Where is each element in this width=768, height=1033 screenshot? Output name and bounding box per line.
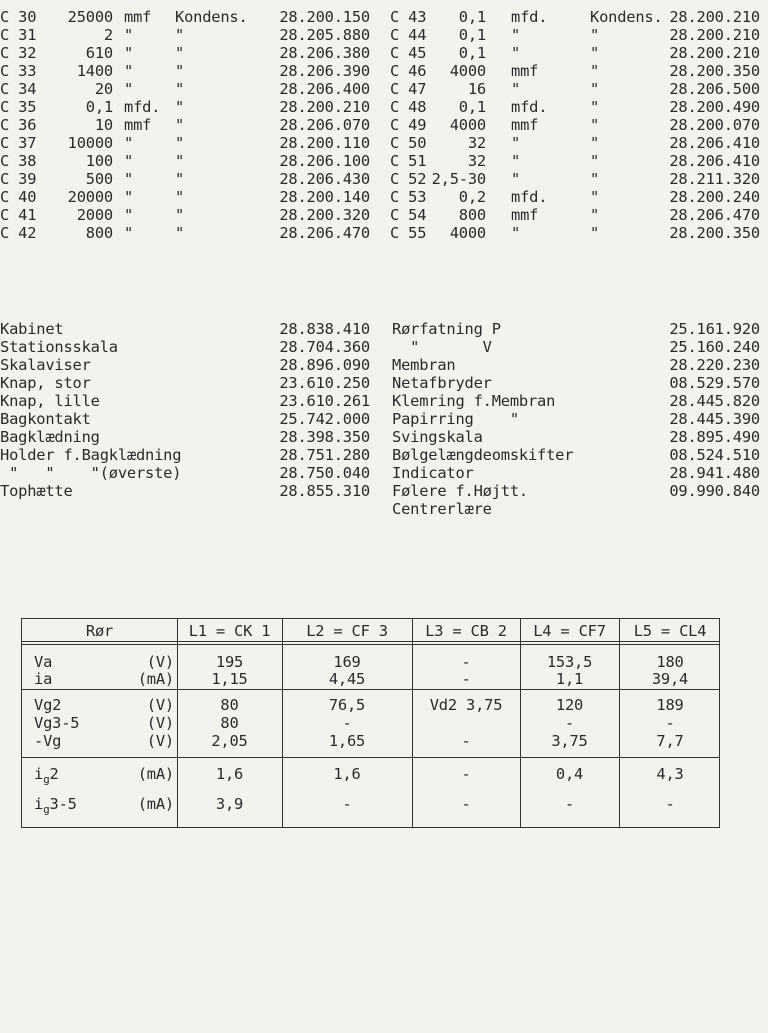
header-l3: L3 = CB 2 — [425, 622, 507, 640]
table-cell: 7,7 — [656, 732, 684, 750]
part-number: 08.529.570 — [669, 374, 760, 392]
capacitor-ref: C 34 — [0, 80, 37, 98]
row-unit: (mA) — [137, 670, 174, 688]
table-cell: 80 — [220, 714, 239, 732]
capacitor-ref: C 51 — [390, 152, 427, 170]
part-name: Papirring " — [392, 410, 519, 428]
capacitor-ref: C 55 — [390, 224, 427, 242]
part-number: 25.160.240 — [669, 338, 760, 356]
capacitor-row — [0, 80, 768, 99]
table-cell: 195 — [215, 653, 244, 671]
capacitor-ref: C 45 — [390, 44, 427, 62]
capacitor-type: " — [175, 170, 185, 188]
capacitor-unit: " — [511, 80, 521, 98]
capacitor-row — [0, 26, 768, 45]
capacitor-type: " — [590, 116, 600, 134]
header-l1: L1 = CK 1 — [188, 622, 271, 640]
part-name: Knap, stor — [0, 374, 91, 392]
table-cell: 1,65 — [328, 732, 366, 750]
capacitor-type: " — [590, 80, 600, 98]
part-number: 28.200.350 — [669, 62, 760, 80]
part-row — [0, 374, 768, 393]
capacitor-value: 0,1 — [458, 8, 486, 26]
part-number: 28.200.070 — [669, 116, 760, 134]
part-number: 28.838.410 — [279, 320, 370, 338]
part-number: 28.200.210 — [669, 8, 760, 26]
capacitor-unit: mfd. — [511, 188, 548, 206]
capacitor-ref: C 33 — [0, 62, 37, 80]
capacitor-type: " — [590, 44, 600, 62]
part-number: 28.206.390 — [279, 62, 370, 80]
table-cell: - — [461, 653, 471, 671]
capacitor-value: 4000 — [449, 62, 486, 80]
row-unit: (V) — [146, 696, 174, 714]
capacitor-type: " — [590, 188, 600, 206]
table-cell: 3,75 — [551, 732, 588, 750]
capacitor-type: " — [175, 152, 185, 170]
capacitor-row — [0, 152, 768, 171]
row-label-subscript: g — [43, 773, 50, 786]
capacitor-unit: mfd. — [124, 98, 161, 116]
capacitor-ref: C 31 — [0, 26, 37, 44]
capacitor-value: 25000 — [67, 8, 113, 26]
capacitor-unit: " — [124, 44, 134, 62]
table-cell: - — [461, 732, 471, 750]
table-divider — [22, 644, 719, 645]
part-number: 28.206.470 — [279, 224, 370, 242]
part-name: Bagklædning — [0, 428, 100, 446]
capacitor-ref: C 39 — [0, 170, 37, 188]
capacitor-value: 32 — [467, 134, 486, 152]
table-cell: 1,15 — [211, 670, 248, 688]
capacitor-row — [0, 188, 768, 207]
part-number: 28.200.210 — [669, 44, 760, 62]
capacitor-value: 20 — [94, 80, 113, 98]
capacitor-type: " — [175, 116, 185, 134]
table-cell: 1,6 — [333, 765, 361, 783]
capacitor-unit: " — [124, 26, 134, 44]
capacitor-type: " — [590, 26, 600, 44]
part-number: 28.896.090 — [279, 356, 370, 374]
part-number: 28.200.350 — [669, 224, 760, 242]
part-row — [0, 500, 768, 519]
part-name: Bølgelængdeomskifter — [392, 446, 574, 464]
part-name: " V — [392, 338, 492, 356]
capacitor-type: Kondens. — [590, 8, 663, 26]
capacitor-ref: C 52 — [390, 170, 427, 188]
part-number: 28.206.070 — [279, 116, 370, 134]
part-number: 28.200.110 — [279, 134, 370, 152]
capacitor-type: " — [590, 98, 600, 116]
capacitor-unit: " — [511, 152, 521, 170]
capacitor-unit: " — [511, 26, 521, 44]
capacitor-unit: " — [511, 44, 521, 62]
table-cell: 2,05 — [211, 732, 248, 750]
part-row — [0, 392, 768, 411]
row-unit: (V) — [146, 714, 174, 732]
row-unit: (mA) — [137, 795, 174, 813]
capacitor-row — [0, 8, 768, 27]
capacitor-value: 2,5-30 — [431, 170, 486, 188]
part-number: 28.206.500 — [669, 80, 760, 98]
table-cell: - — [342, 795, 352, 813]
part-name: Følere f.Højtt. — [392, 482, 528, 500]
capacitor-ref: C 40 — [0, 188, 37, 206]
capacitor-value: 0,1 — [458, 98, 486, 116]
row-label: Vg2 — [34, 696, 62, 714]
table-divider — [22, 689, 719, 690]
part-name: Tophætte — [0, 482, 73, 500]
capacitor-value: 16 — [467, 80, 486, 98]
part-number: 28.211.320 — [669, 170, 760, 188]
table-cell: 169 — [333, 653, 361, 671]
capacitor-value: 800 — [458, 206, 486, 224]
row-unit: (mA) — [137, 765, 174, 783]
part-name: Centrerlære — [392, 500, 492, 518]
capacitor-ref: C 37 — [0, 134, 37, 152]
part-number: 28.200.210 — [669, 26, 760, 44]
capacitor-ref: C 36 — [0, 116, 37, 134]
part-number: 28.206.410 — [669, 134, 760, 152]
capacitor-type: " — [590, 62, 600, 80]
capacitor-type: " — [590, 170, 600, 188]
capacitor-type: " — [175, 224, 185, 242]
table-cell: - — [665, 795, 675, 813]
part-number: 28.200.210 — [279, 98, 370, 116]
part-name: Holder f.Bagklædning — [0, 446, 182, 464]
capacitor-unit: mmf — [511, 116, 539, 134]
part-number: 28.206.380 — [279, 44, 370, 62]
table-cell: - — [461, 670, 471, 688]
part-name: Skalaviser — [0, 356, 91, 374]
capacitor-type: " — [175, 134, 185, 152]
table-cell: Vd2 3,75 — [429, 696, 503, 714]
part-name: " " "(øverste) — [0, 464, 182, 482]
capacitor-value: 0,1 — [458, 26, 486, 44]
table-cell: 0,4 — [555, 765, 584, 783]
row-label-suffix: 2 — [49, 765, 59, 783]
part-number: 08.524.510 — [669, 446, 760, 464]
capacitor-unit: mmf — [511, 206, 539, 224]
part-number: 28.206.430 — [279, 170, 370, 188]
capacitor-ref: C 41 — [0, 206, 37, 224]
tube-voltage-table — [21, 618, 720, 828]
part-name: Svingskala — [392, 428, 483, 446]
part-number: 23.610.250 — [279, 374, 370, 392]
part-number: 28.751.280 — [279, 446, 370, 464]
capacitor-ref: C 49 — [390, 116, 427, 134]
header-l4: L4 = CF7 — [533, 622, 606, 640]
capacitor-value: 0,1 — [458, 44, 486, 62]
table-cell: - — [342, 714, 352, 732]
capacitor-value: 0,2 — [458, 188, 486, 206]
capacitor-unit: mmf — [124, 8, 152, 26]
capacitor-type: Kondens. — [175, 8, 248, 26]
capacitor-value: 100 — [85, 152, 113, 170]
part-name: Bagkontakt — [0, 410, 91, 428]
table-cell: 3,9 — [215, 795, 244, 813]
capacitor-value: 10 — [94, 116, 113, 134]
part-number: 23.610.261 — [279, 392, 370, 410]
part-number: 28.206.400 — [279, 80, 370, 98]
capacitor-unit: " — [124, 152, 134, 170]
table-cell: 189 — [656, 696, 684, 714]
part-row — [0, 464, 768, 483]
table-divider — [22, 757, 719, 758]
part-row — [0, 320, 768, 339]
part-number: 28.200.240 — [669, 188, 760, 206]
part-row — [0, 410, 768, 429]
capacitor-unit: mmf — [124, 116, 152, 134]
capacitor-ref: C 44 — [390, 26, 427, 44]
part-number: 28.200.140 — [279, 188, 370, 206]
capacitor-value: 2 — [103, 26, 113, 44]
part-name: Stationsskala — [0, 338, 118, 356]
capacitor-row — [0, 224, 768, 243]
header-l5: L5 = CL4 — [633, 622, 707, 640]
capacitor-unit: mfd. — [511, 8, 548, 26]
capacitor-row — [0, 206, 768, 225]
capacitor-row — [0, 116, 768, 135]
table-cell: 180 — [656, 653, 684, 671]
part-name: Rørfatning P — [392, 320, 501, 338]
part-number: 28.445.820 — [669, 392, 760, 410]
part-number: 25.742.000 — [279, 410, 370, 428]
table-cell: 153,5 — [546, 653, 593, 671]
part-number: 09.990.840 — [669, 482, 760, 500]
row-label — [34, 795, 77, 819]
header-tube: Rør — [85, 622, 114, 640]
capacitor-unit: " — [511, 224, 521, 242]
table-divider — [22, 641, 719, 642]
capacitor-ref: C 42 — [0, 224, 37, 242]
row-label — [34, 765, 59, 789]
capacitor-value: 10000 — [67, 134, 113, 152]
capacitor-type: " — [175, 26, 185, 44]
part-row — [0, 446, 768, 465]
table-cell: - — [564, 714, 575, 732]
capacitor-value: 4000 — [449, 116, 486, 134]
capacitor-ref: C 54 — [390, 206, 427, 224]
part-number: 28.206.470 — [669, 206, 760, 224]
part-row — [0, 356, 768, 375]
capacitor-ref: C 38 — [0, 152, 37, 170]
table-cell: - — [461, 795, 471, 813]
row-label-subscript: g — [43, 803, 50, 816]
capacitor-ref: C 30 — [0, 8, 37, 26]
part-number: 25.161.920 — [669, 320, 760, 338]
capacitor-unit: mfd. — [511, 98, 548, 116]
capacitor-unit: " — [511, 134, 521, 152]
table-cell: - — [564, 795, 575, 813]
capacitor-unit: " — [124, 62, 134, 80]
capacitor-row — [0, 134, 768, 153]
row-label-main: i — [34, 795, 44, 813]
capacitor-type: " — [175, 188, 185, 206]
table-cell: 4,45 — [328, 670, 366, 688]
part-number: 28.205.880 — [279, 26, 370, 44]
part-name: Kabinet — [0, 320, 64, 338]
capacitor-value: 2000 — [76, 206, 113, 224]
capacitor-ref: C 35 — [0, 98, 37, 116]
part-row — [0, 482, 768, 501]
capacitor-value: 1400 — [76, 62, 113, 80]
capacitor-unit: " — [124, 206, 134, 224]
part-number: 28.750.040 — [279, 464, 370, 482]
part-number: 28.704.360 — [279, 338, 370, 356]
capacitor-row — [0, 62, 768, 81]
capacitor-type: " — [175, 44, 185, 62]
row-unit: (V) — [146, 732, 174, 750]
capacitor-type: " — [175, 206, 185, 224]
capacitor-ref: C 46 — [390, 62, 427, 80]
capacitor-type: " — [175, 62, 185, 80]
capacitor-type: " — [590, 152, 600, 170]
capacitor-unit: " — [124, 188, 134, 206]
header-l2: L2 = CF 3 — [306, 622, 388, 640]
row-label-suffix: 3-5 — [49, 795, 77, 813]
capacitor-value: 4000 — [449, 224, 486, 242]
capacitor-row — [0, 98, 768, 117]
capacitor-unit: " — [124, 170, 134, 188]
capacitor-unit: " — [124, 134, 134, 152]
part-number: 28.445.390 — [669, 410, 760, 428]
table-cell: 1,1 — [555, 670, 584, 688]
capacitor-type: " — [590, 206, 600, 224]
part-number: 28.206.410 — [669, 152, 760, 170]
capacitor-value: 20000 — [67, 188, 113, 206]
table-cell: - — [461, 765, 471, 783]
part-number: 28.200.320 — [279, 206, 370, 224]
row-unit: (V) — [146, 653, 174, 671]
row-label: ia — [34, 670, 53, 688]
part-number: 28.855.310 — [279, 482, 370, 500]
row-label: Vg3-5 — [34, 714, 80, 732]
capacitor-unit: mmf — [511, 62, 539, 80]
capacitor-row — [0, 170, 768, 189]
part-number: 28.895.490 — [669, 428, 760, 446]
capacitor-ref: C 47 — [390, 80, 427, 98]
capacitor-ref: C 32 — [0, 44, 37, 62]
capacitor-ref: C 50 — [390, 134, 427, 152]
table-cell: 80 — [220, 696, 239, 714]
part-number: 28.398.350 — [279, 428, 370, 446]
table-cell: 120 — [555, 696, 584, 714]
capacitor-row — [0, 44, 768, 63]
row-label-main: i — [34, 765, 44, 783]
part-number: 28.941.480 — [669, 464, 760, 482]
capacitor-unit: " — [511, 170, 521, 188]
capacitor-value: 610 — [85, 44, 113, 62]
part-number: 28.200.150 — [279, 8, 370, 26]
capacitor-unit: " — [124, 224, 134, 242]
capacitor-type: " — [590, 134, 600, 152]
part-name: Klemring f.Membran — [392, 392, 556, 410]
capacitor-value: 500 — [85, 170, 113, 188]
capacitor-value: 32 — [467, 152, 486, 170]
part-name: Netafbryder — [392, 374, 492, 392]
table-cell: 4,3 — [656, 765, 684, 783]
row-label: -Vg — [34, 732, 62, 750]
table-cell: 1,6 — [215, 765, 244, 783]
capacitor-unit: " — [124, 80, 134, 98]
capacitor-type: " — [175, 80, 185, 98]
capacitor-ref: C 53 — [390, 188, 427, 206]
part-name: Indicator — [392, 464, 474, 482]
part-name: Membran — [392, 356, 456, 374]
part-number: 28.200.490 — [669, 98, 760, 116]
capacitor-ref: C 43 — [390, 8, 427, 26]
part-name: Knap, lille — [0, 392, 100, 410]
capacitor-ref: C 48 — [390, 98, 427, 116]
part-number: 28.220.230 — [669, 356, 760, 374]
row-label: Va — [34, 653, 53, 671]
table-cell: - — [665, 714, 675, 732]
part-row — [0, 428, 768, 447]
capacitor-value: 800 — [85, 224, 113, 242]
capacitor-type: " — [175, 98, 185, 116]
capacitor-value: 0,1 — [85, 98, 113, 116]
table-cell: 39,4 — [651, 670, 689, 688]
capacitor-type: " — [590, 224, 600, 242]
part-row — [0, 338, 768, 357]
part-number: 28.206.100 — [279, 152, 370, 170]
table-cell: 76,5 — [328, 696, 366, 714]
